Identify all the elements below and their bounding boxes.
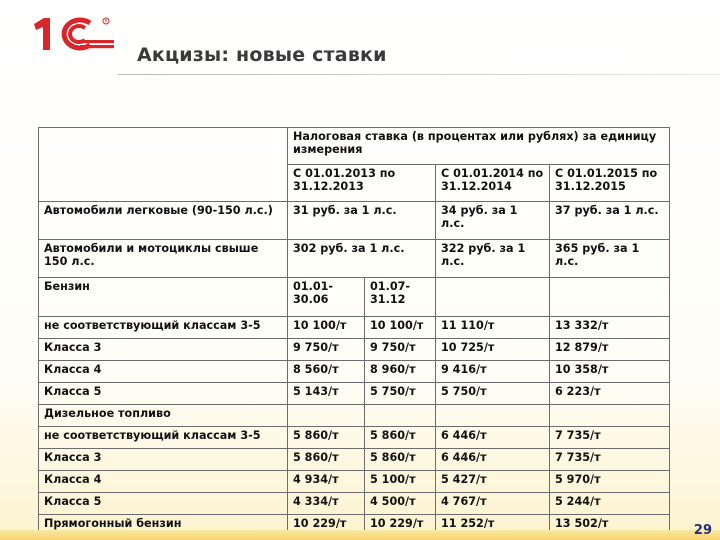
- cell-value: 365 руб. за 1 л.с.: [550, 240, 670, 278]
- row-label: Класса 4: [39, 471, 288, 493]
- row-label: не соответствующий классам 3-5: [39, 317, 288, 339]
- cell-value: 5 860/т: [288, 449, 365, 471]
- row-label: Класса 5: [39, 383, 288, 405]
- table-row: [39, 240, 670, 278]
- cell-value: 31 руб. за 1 л.с.: [288, 202, 436, 240]
- header-blank-cell: [39, 128, 288, 202]
- cell-value: 5 750/т: [436, 383, 550, 405]
- cell-value: 5 860/т: [365, 427, 436, 449]
- page-title: Акцизы: новые ставки: [137, 44, 387, 66]
- header-2013: С 01.01.2013 по 31.12.2013: [288, 165, 436, 202]
- cell-value: 4 334/т: [288, 493, 365, 515]
- 1c-logo: [30, 14, 116, 54]
- cell-value: 10 229/т: [288, 515, 365, 537]
- empty-cell: [288, 405, 365, 427]
- cell-value: 5 244/т: [550, 493, 670, 515]
- row-label: Класса 5: [39, 493, 288, 515]
- cell-value: 5 100/т: [365, 471, 436, 493]
- cell-value: 7 735/т: [550, 427, 670, 449]
- row-label: не соответствующий классам 3-5: [39, 427, 288, 449]
- cell-value: 13 502/т: [550, 515, 670, 537]
- cell-value: 9 750/т: [288, 339, 365, 361]
- table-header-row: [39, 128, 670, 165]
- row-label: Автомобили легковые (90-150 л.с.): [39, 202, 288, 240]
- row-label: Бензин: [39, 278, 288, 317]
- empty-cell: [436, 405, 550, 427]
- cell-value: 7 735/т: [550, 449, 670, 471]
- table-row: [39, 317, 670, 339]
- row-label: Класса 4: [39, 361, 288, 383]
- table-row: [39, 361, 670, 383]
- header-2014: С 01.01.2014 по 31.12.2014: [436, 165, 550, 202]
- cell-value: 5 860/т: [288, 427, 365, 449]
- half-year-2: 01.07-31.12: [365, 278, 436, 317]
- table-row-gasoline: [39, 278, 670, 317]
- cell-value: 34 руб. за 1 л.с.: [436, 202, 550, 240]
- cell-value: 11 110/т: [436, 317, 550, 339]
- cell-value: 12 879/т: [550, 339, 670, 361]
- cell-value: 302 руб. за 1 л.с.: [288, 240, 436, 278]
- cell-value: 8 960/т: [365, 361, 436, 383]
- cell-value: 5 970/т: [550, 471, 670, 493]
- cell-value: 5 750/т: [365, 383, 436, 405]
- title-underline: [118, 74, 720, 75]
- cell-value: 6 446/т: [436, 427, 550, 449]
- empty-cell: [550, 278, 670, 317]
- cell-value: 4 500/т: [365, 493, 436, 515]
- empty-cell: [436, 278, 550, 317]
- cell-value: 5 427/т: [436, 471, 550, 493]
- table-row: [39, 471, 670, 493]
- table-row: [39, 383, 670, 405]
- empty-cell: [365, 405, 436, 427]
- cell-value: 10 100/т: [288, 317, 365, 339]
- table-row: [39, 493, 670, 515]
- cell-value: 4 767/т: [436, 493, 550, 515]
- empty-cell: [550, 405, 670, 427]
- table-row: [39, 339, 670, 361]
- header-2015: С 01.01.2015 по 31.12.2015: [550, 165, 670, 202]
- cell-value: 10 358/т: [550, 361, 670, 383]
- row-label: Дизельное топливо: [39, 405, 288, 427]
- cell-value: 9 416/т: [436, 361, 550, 383]
- cell-value: 37 руб. за 1 л.с.: [550, 202, 670, 240]
- row-label: Класса 3: [39, 339, 288, 361]
- row-label: Автомобили и мотоциклы свыше 150 л.с.: [39, 240, 288, 278]
- table-row-diesel: [39, 405, 670, 427]
- cell-value: 9 750/т: [365, 339, 436, 361]
- cell-value: 4 934/т: [288, 471, 365, 493]
- cell-value: 6 223/т: [550, 383, 670, 405]
- row-label: Класса 3: [39, 449, 288, 471]
- svg-text:R: R: [104, 18, 108, 24]
- cell-value: 11 252/т: [436, 515, 550, 537]
- cell-value: 10 725/т: [436, 339, 550, 361]
- table-row: [39, 202, 670, 240]
- cell-value: 5 143/т: [288, 383, 365, 405]
- half-year-1: 01.01-30.06: [288, 278, 365, 317]
- header-tax-rate: Налоговая ставка (в процентах или рублях) за единицу измерения: [288, 128, 670, 165]
- cell-value: 6 446/т: [436, 449, 550, 471]
- row-label: Прямогонный бензин: [39, 515, 288, 537]
- table-row: [39, 449, 670, 471]
- page-number: 29: [693, 523, 712, 538]
- cell-value: 8 560/т: [288, 361, 365, 383]
- cell-value: 13 332/т: [550, 317, 670, 339]
- cell-value: 10 229/т: [365, 515, 436, 537]
- cell-value: 322 руб. за 1 л.с.: [436, 240, 550, 278]
- table-row: [39, 427, 670, 449]
- cell-value: 10 100/т: [365, 317, 436, 339]
- footer-bar: [0, 530, 720, 540]
- excise-rates-table: [38, 127, 670, 537]
- cell-value: 5 860/т: [365, 449, 436, 471]
